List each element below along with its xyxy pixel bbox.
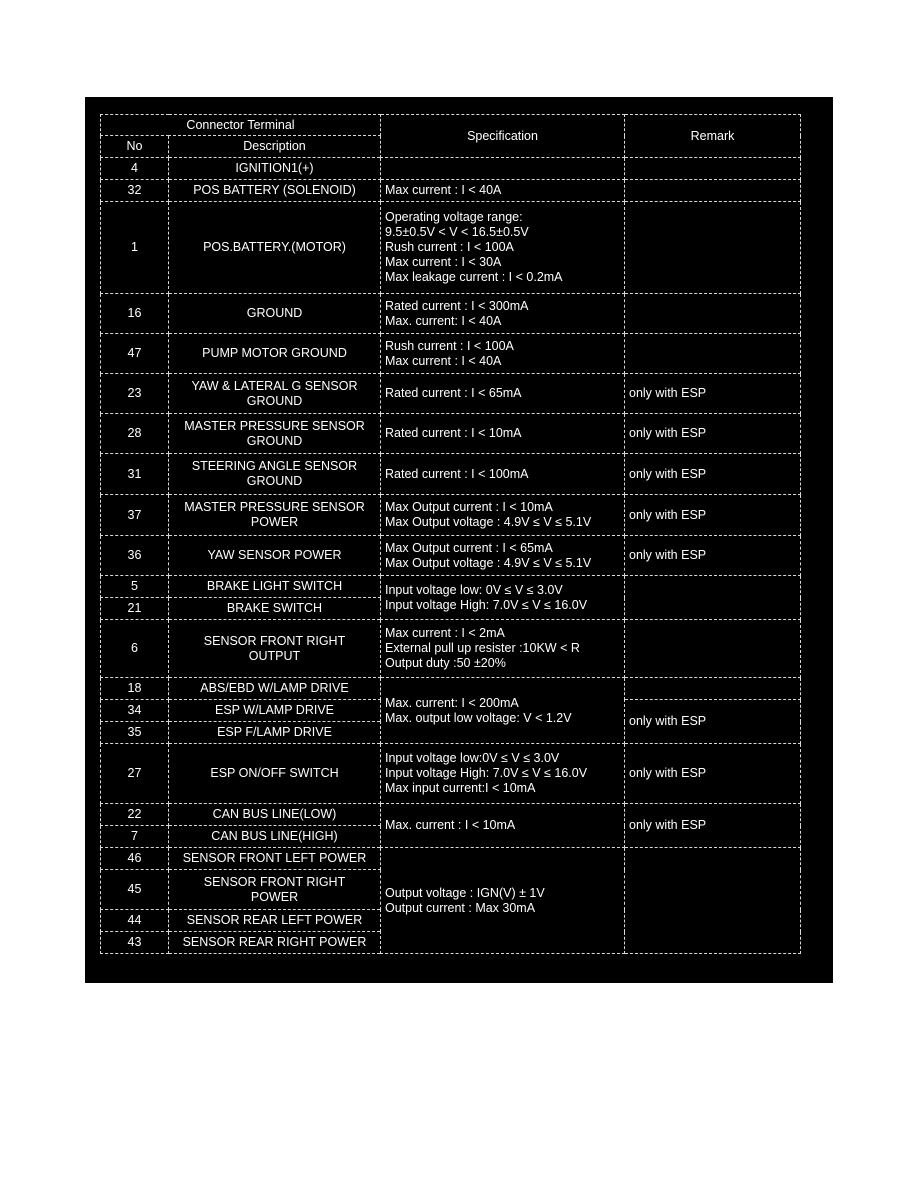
connector-spec-table: [100, 114, 801, 954]
terminal-description: IGNITION1(+): [169, 158, 381, 180]
specification: Rush current : I < 100A Max current : I < 40A: [381, 334, 625, 374]
terminal-description: YAW SENSOR POWER: [169, 536, 381, 576]
terminal-no: 16: [101, 294, 169, 334]
terminal-description: ESP F/LAMP DRIVE: [169, 722, 381, 744]
specification: Input voltage low: 0V ≤ V ≤ 3.0V Input voltage High: 7.0V ≤ V ≤ 16.0V: [381, 576, 625, 620]
terminal-no: 32: [101, 180, 169, 202]
remark: [625, 158, 801, 180]
description-header: Description: [169, 136, 381, 158]
specification: Max current : I < 40A: [381, 180, 625, 202]
table-row: [101, 414, 801, 454]
remark: [625, 180, 801, 202]
table-row: [101, 620, 801, 678]
terminal-description: MASTER PRESSURE SENSOR GROUND: [169, 414, 381, 454]
remark: only with ESP: [625, 804, 801, 848]
terminal-no: 34: [101, 700, 169, 722]
terminal-description: ABS/EBD W/LAMP DRIVE: [169, 678, 381, 700]
terminal-no: 45: [101, 870, 169, 910]
table-row: [101, 374, 801, 414]
remark: [625, 620, 801, 678]
specification: Max Output current : I < 10mA Max Output voltage : 4.9V ≤ V ≤ 5.1V: [381, 495, 625, 536]
terminal-description: CAN BUS LINE(LOW): [169, 804, 381, 826]
terminal-description: PUMP MOTOR GROUND: [169, 334, 381, 374]
remark: only with ESP: [625, 744, 801, 804]
remark: only with ESP: [625, 495, 801, 536]
no-header: No: [101, 136, 169, 158]
terminal-description: SENSOR FRONT RIGHT OUTPUT: [169, 620, 381, 678]
terminal-description: POS.BATTERY.(MOTOR): [169, 202, 381, 294]
terminal-no: 28: [101, 414, 169, 454]
remark: only with ESP: [625, 536, 801, 576]
specification: Input voltage low:0V ≤ V ≤ 3.0V Input voltage High: 7.0V ≤ V ≤ 16.0V Max input current:I < 10mA: [381, 744, 625, 804]
specification: [381, 158, 625, 180]
remark: only with ESP: [625, 414, 801, 454]
specification: Operating voltage range: 9.5±0.5V < V < 16.5±0.5V Rush current : I < 100A Max current : I < 30A Max leakage current : I < 0.2mA: [381, 202, 625, 294]
terminal-no: 4: [101, 158, 169, 180]
table-row: [101, 158, 801, 180]
remark: only with ESP: [625, 374, 801, 414]
table-row: [101, 202, 801, 294]
terminal-no: 18: [101, 678, 169, 700]
terminal-description: CAN BUS LINE(HIGH): [169, 826, 381, 848]
terminal-no: 1: [101, 202, 169, 294]
terminal-description: SENSOR FRONT RIGHT POWER: [169, 870, 381, 910]
table-row: [101, 536, 801, 576]
remark: [625, 294, 801, 334]
remark: [625, 678, 801, 700]
remark: [625, 576, 801, 620]
terminal-no: 47: [101, 334, 169, 374]
terminal-description: SENSOR REAR LEFT POWER: [169, 910, 381, 932]
remark: only with ESP: [625, 454, 801, 495]
connector-terminal-header: Connector Terminal: [101, 115, 381, 136]
remark: [625, 848, 801, 954]
terminal-no: 23: [101, 374, 169, 414]
table-row: [101, 294, 801, 334]
terminal-description: STEERING ANGLE SENSOR GROUND: [169, 454, 381, 495]
specification: Max. current : I < 10mA: [381, 804, 625, 848]
terminal-description: ESP ON/OFF SWITCH: [169, 744, 381, 804]
specification-header: Specification: [381, 115, 625, 158]
remark: [625, 202, 801, 294]
terminal-no: 36: [101, 536, 169, 576]
terminal-description: BRAKE LIGHT SWITCH: [169, 576, 381, 598]
terminal-description: POS BATTERY (SOLENOID): [169, 180, 381, 202]
terminal-description: SENSOR REAR RIGHT POWER: [169, 932, 381, 954]
specification: Max. current: I < 200mA Max. output low voltage: V < 1.2V: [381, 678, 625, 744]
terminal-no: 27: [101, 744, 169, 804]
document-panel: [85, 97, 833, 983]
terminal-no: 46: [101, 848, 169, 870]
terminal-description: GROUND: [169, 294, 381, 334]
terminal-no: 7: [101, 826, 169, 848]
table-row: [101, 454, 801, 495]
terminal-no: 6: [101, 620, 169, 678]
specification: Output voltage : IGN(V) ± 1V Output current : Max 30mA: [381, 848, 625, 954]
table-row: [101, 804, 801, 826]
terminal-no: 31: [101, 454, 169, 495]
terminal-description: ESP W/LAMP DRIVE: [169, 700, 381, 722]
specification: Rated current : I < 100mA: [381, 454, 625, 495]
table-row: [101, 744, 801, 804]
table-row: [101, 848, 801, 870]
terminal-no: 22: [101, 804, 169, 826]
specification: Max Output current : I < 65mA Max Output voltage : 4.9V ≤ V ≤ 5.1V: [381, 536, 625, 576]
specification: Rated current : I < 10mA: [381, 414, 625, 454]
terminal-no: 37: [101, 495, 169, 536]
specification: Max current : I < 2mA External pull up resister :10KW < R Output duty :50 ±20%: [381, 620, 625, 678]
terminal-no: 5: [101, 576, 169, 598]
remark: only with ESP: [625, 700, 801, 744]
terminal-no: 43: [101, 932, 169, 954]
table-row: [101, 495, 801, 536]
specification: Rated current : I < 300mA Max. current: I < 40A: [381, 294, 625, 334]
table-row: [101, 576, 801, 598]
terminal-description: YAW & LATERAL G SENSOR GROUND: [169, 374, 381, 414]
table-row: [101, 334, 801, 374]
remark: [625, 334, 801, 374]
terminal-no: 44: [101, 910, 169, 932]
remark-header: Remark: [625, 115, 801, 158]
terminal-no: 21: [101, 598, 169, 620]
terminal-description: MASTER PRESSURE SENSOR POWER: [169, 495, 381, 536]
specification: Rated current : I < 65mA: [381, 374, 625, 414]
table-row: [101, 678, 801, 700]
terminal-description: BRAKE SWITCH: [169, 598, 381, 620]
table-row: [101, 180, 801, 202]
terminal-no: 35: [101, 722, 169, 744]
terminal-description: SENSOR FRONT LEFT POWER: [169, 848, 381, 870]
